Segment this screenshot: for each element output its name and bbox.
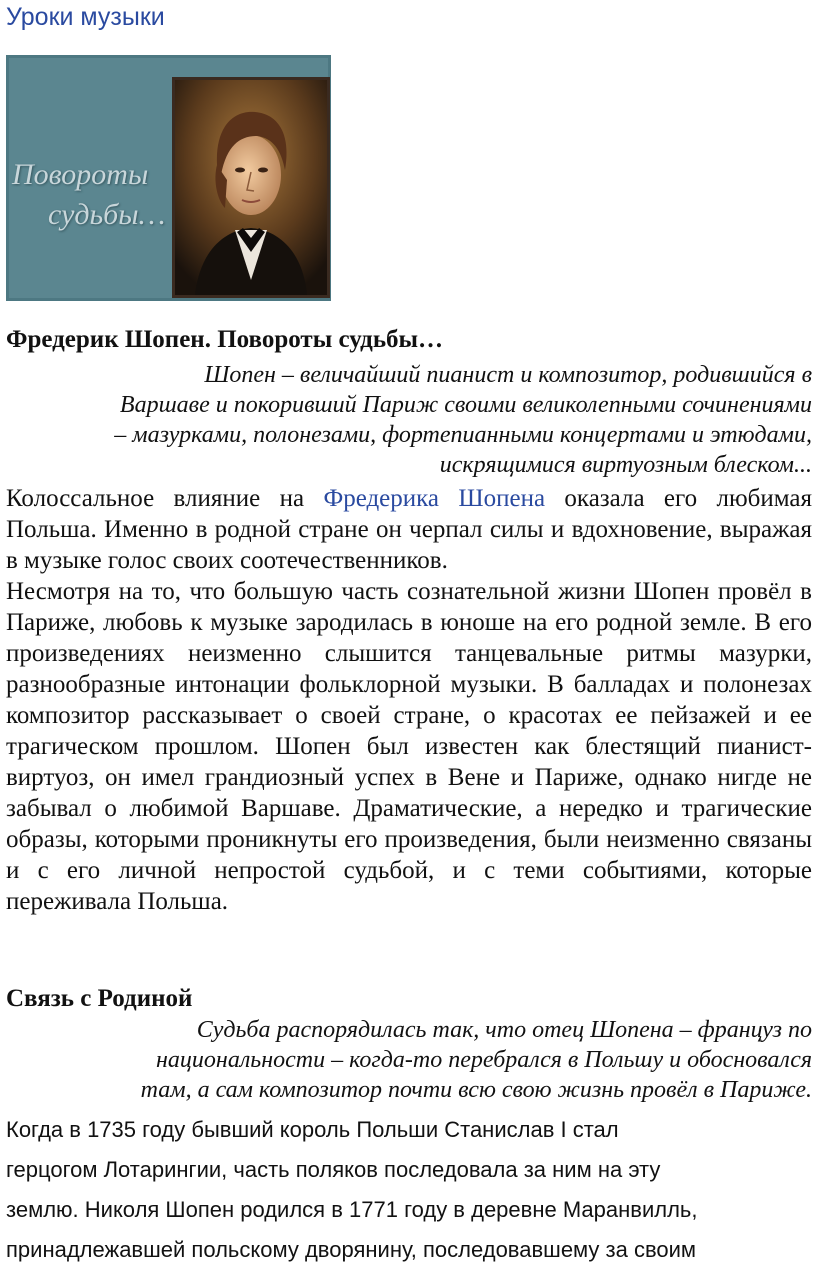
quote-line: – мазурками, полонезами, фортепианными концертами и этюдами, bbox=[114, 422, 812, 448]
chopin-link[interactable]: Фредерика Шопена bbox=[323, 485, 546, 512]
body-line: герцогом Лотарингии, часть поляков последовала за ним на эту bbox=[6, 1157, 661, 1182]
banner-caption-line2: судьбы… bbox=[48, 198, 166, 231]
body-line: землю. Николя Шопен родился в 1771 году в деревне Маранвилль, bbox=[6, 1197, 698, 1222]
paragraph-text: Колоссальное влияние на bbox=[6, 485, 324, 512]
section1-body bbox=[6, 483, 812, 917]
banner-caption-line1: Повороты bbox=[12, 158, 149, 191]
paragraph: Несмотря на то, что большую часть сознательной жизни Шопен провёл в Париже, любовь к музыке зародилась в юноше на его родной земле. В его произведениях неизменно слышится танцевальные ритмы мазурки, разнообразные интонации фольклорной музыки. В балладах и полонезах композитор рассказывает о своей стране, о красотах ее пейзажей и ее трагическом прошлом. Шопен был известен как блестящий пианист-виртуоз, он имел грандиозный успех в Вене и Париже, однако нигде не забывал о любимой Варшаве. Драматические, а нередко и трагические образы, которыми проникнуты его произведения, были неизменно связаны и с его личной непростой судьбой, и с теми событиями, которые переживала Польша. bbox=[6, 578, 812, 915]
quote-line: Судьба распорядилась так, что отец Шопена – француз по bbox=[196, 1017, 812, 1043]
paragraph bbox=[6, 483, 812, 576]
section1-title: Фредерик Шопен. Повороты судьбы… bbox=[6, 326, 444, 353]
quote-line: искрящимися виртуозным блеском... bbox=[439, 452, 812, 478]
banner-image bbox=[6, 55, 331, 301]
banner-caption bbox=[12, 155, 172, 235]
quote-line: там, а сам композитор почти всю свою жизнь провёл в Париже. bbox=[140, 1077, 812, 1103]
paragraph-text: оказала его любимая Польша. Именно в родной стране он черпал силы и вдохновение, выражая в музыке голос своих соотечественников. bbox=[6, 485, 813, 574]
portrait-image bbox=[172, 77, 330, 298]
body-line: Когда в 1735 году бывший король Польши Станислав I стал bbox=[6, 1117, 619, 1142]
quote-line: Варшаве и покоривший Париж своими великолепными сочинениями bbox=[119, 392, 812, 418]
portrait-drawing bbox=[175, 80, 327, 295]
section2-quote bbox=[6, 1015, 812, 1105]
section2-title: Связь с Родиной bbox=[6, 985, 193, 1012]
body-line: принадлежавшей польскому дворянину, последовавшему за своим bbox=[6, 1237, 697, 1262]
section2-body bbox=[6, 1110, 812, 1270]
lessons-link[interactable]: Уроки музыки bbox=[6, 3, 165, 31]
quote-line: национальности – когда-то перебрался в Польшу и обосновался bbox=[156, 1047, 812, 1073]
quote-line: Шопен – величайший пианист и композитор, родившийся в bbox=[204, 362, 812, 388]
section1-quote bbox=[6, 360, 812, 480]
